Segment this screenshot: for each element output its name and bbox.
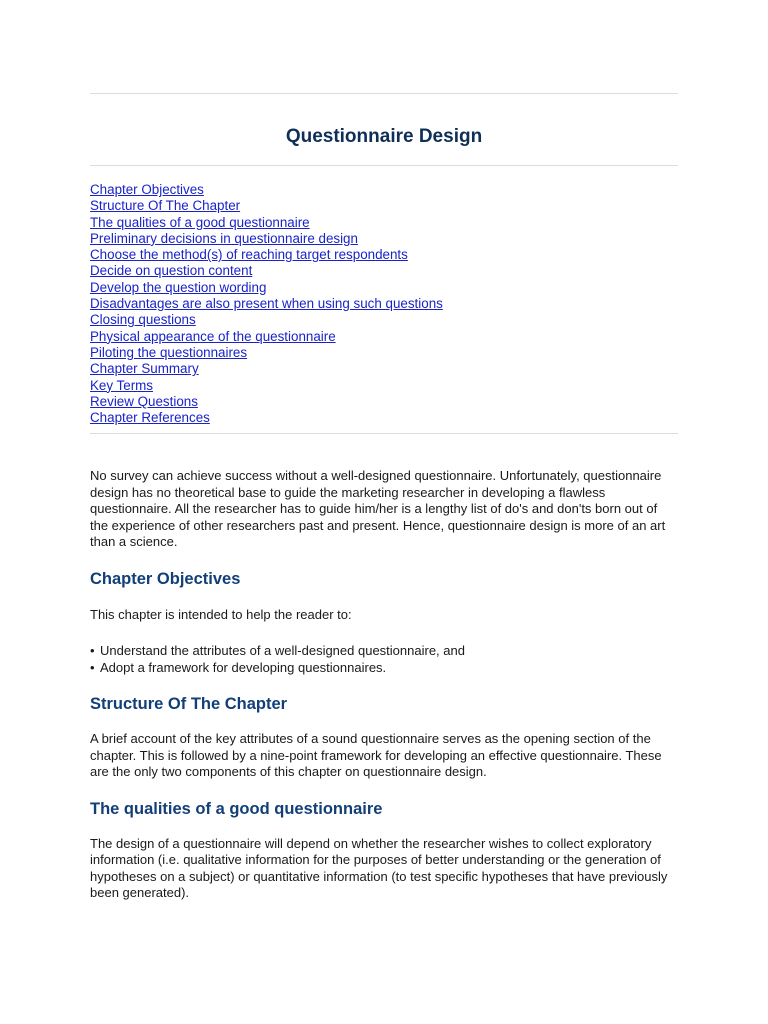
objectives-list [90,642,678,676]
qualities-paragraph: The design of a questionnaire will depend on whether the researcher wishes to collect exploratory information (i.e. qualitative information for the purposes of better understanding or the generation of hypotheses on a subject) or quantitative information (to test specific hypotheses that have previously been generated). [90,835,668,901]
toc-item [90,182,678,198]
bullet-icon: • [90,643,95,659]
toc-item [90,361,678,377]
section-heading-qualities: The qualities of a good questionnaire [90,799,383,818]
toc-link-preliminary-decisions[interactable]: Preliminary decisions in questionnaire design [90,230,358,246]
toc-item [90,263,678,279]
top-divider [90,93,678,94]
toc-link-choose-methods[interactable]: Choose the method(s) of reaching target respondents [90,247,408,263]
list-item [90,642,678,659]
toc-item [90,378,678,394]
toc-link-closing-questions[interactable]: Closing questions [90,312,196,328]
toc-item [90,329,678,345]
toc-link-chapter-references[interactable]: Chapter References [90,410,210,426]
toc-link-review-questions[interactable]: Review Questions [90,393,198,409]
list-item-text: Understand the attributes of a well-designed questionnaire, and [100,643,465,659]
toc-link-chapter-objectives[interactable]: Chapter Objectives [90,182,204,197]
toc-link-chapter-summary[interactable]: Chapter Summary [90,361,199,377]
toc-item [90,215,678,231]
intro-paragraph: No survey can achieve success without a well-designed questionnaire. Unfortunately, questionnaire design has no theoretical base to guide the marketing researcher in developing a flawless questionnaire. All the researcher has to guide him/her is a lengthy list of do's and don'ts born out of the experience of other researchers past and present. Hence, questionnaire design is more of an art than a science. [90,468,666,550]
toc-link-physical-appearance[interactable]: Physical appearance of the questionnaire [90,328,336,344]
toc-item [90,345,678,361]
toc-link-develop-question-wording[interactable]: Develop the question wording [90,279,267,295]
toc-item [90,410,678,426]
section-heading-structure: Structure Of The Chapter [90,695,288,714]
toc-item [90,280,678,296]
page-title: Questionnaire Design [285,126,483,147]
toc-link-disadvantages[interactable]: Disadvantages are also present when using such questions [90,296,443,312]
toc-divider [90,433,678,434]
toc-link-qualities-of-good-questionnaire[interactable]: The qualities of a good questionnaire [90,214,310,230]
toc-link-decide-question-content[interactable]: Decide on question content [90,263,253,279]
toc-link-key-terms[interactable]: Key Terms [90,377,154,393]
toc-item [90,247,678,263]
structure-paragraph: A brief account of the key attributes of a sound questionnaire serves as the opening section of the chapter. This is followed by a nine-point framework for developing an effective questionnaire. These are the only two components of this chapter on questionnaire design. [90,731,662,780]
section-heading-objectives: Chapter Objectives [90,569,241,588]
toc-item [90,312,678,328]
list-item [90,659,678,676]
bullet-icon: • [90,660,95,676]
title-divider [90,165,678,166]
toc-item [90,394,678,410]
toc-item [90,231,678,247]
list-item-text: Adopt a framework for developing questionnaires. [100,660,387,676]
toc-link-structure-of-the-chapter[interactable]: Structure Of The Chapter [90,198,241,214]
toc-link-piloting[interactable]: Piloting the questionnaires [90,344,248,360]
toc-item [90,198,678,214]
table-of-contents [90,182,678,426]
objectives-paragraph: This chapter is intended to help the reader to: [90,606,352,622]
document-page [90,0,678,902]
toc-item [90,296,678,312]
